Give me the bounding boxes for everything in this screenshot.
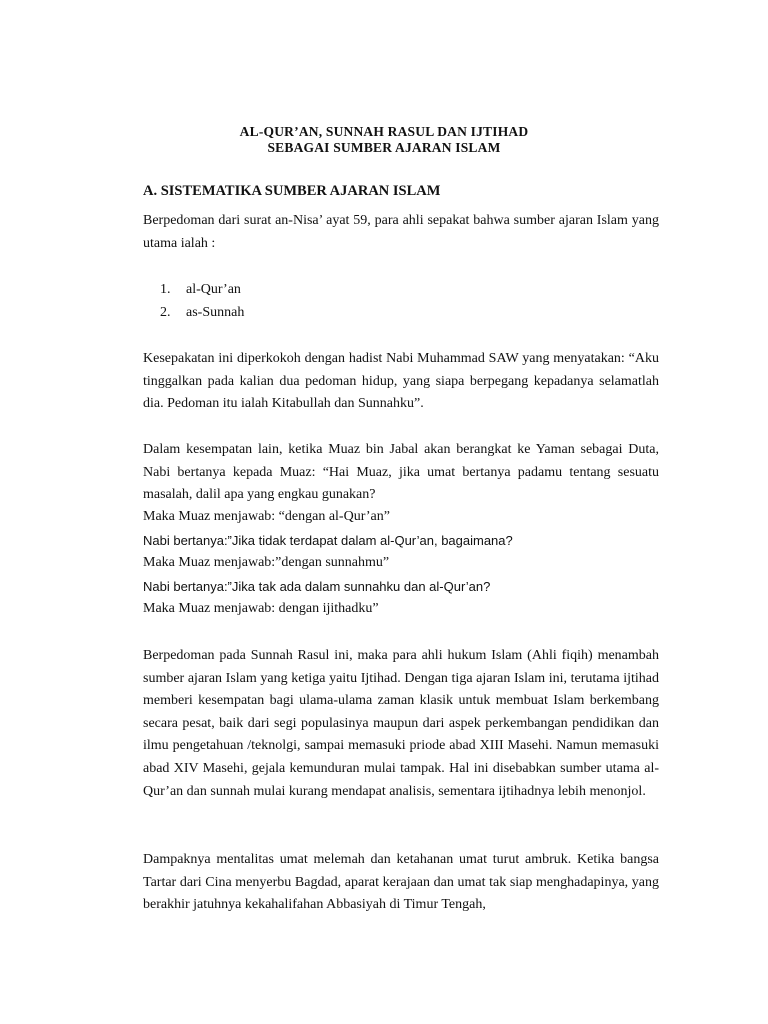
hadith-paragraph: Kesepakatan ini diperkokoh dengan hadist Nabi Muhammad SAW yang menyatakan: “Aku tinggalkan pada kalian dua pedoman hidup, yang siapa berpegang kepadanya selamatlah dia. Pedoman itu ialah Kitabullah dan Sunnahku”. xyxy=(143,351,659,412)
list-label: al-Qur’an xyxy=(186,282,241,297)
intro-paragraph: Berpedoman dari surat an-Nisa’ ayat 59, para ahli sepakat bahwa sumber ajaran Islam yang utama ialah : xyxy=(143,213,659,251)
list-number: 2. xyxy=(160,305,171,320)
consequence-paragraph: Dampaknya mentalitas umat melemah dan ketahanan umat turut ambruk. Ketika bangsa Tartar dari Cina menyerbu Bagdad, aparat kerajaan dan umat tak siap menghadapinya, yang berakhir jatuhnya kekahalifahan Abbasiyah di Timur Tengah, xyxy=(143,852,659,913)
list-item xyxy=(160,305,244,321)
ijtihad-paragraph: Berpedoman pada Sunnah Rasul ini, maka para ahli hukum Islam (Ahli fiqih) menambah sumber ajaran Islam yang ketiga yaitu Ijtihad. Dengan tiga ajaran Islam ini, terutama ijtihad memberi kesempatan bagi ulama-ulama zaman klasik untuk membuat Islam berkembang secara pesat, baik dari segi populasinya maupun dari aspek perkembangan pendidikan dan ilmu pengetahuan /teknolgi, sampai memasuki priode abad XIII Masehi. Namun memasuki abad XIV Masehi, gejala kemunduran mulai tampak. Hal ini disebabkan sumber utama al-Qur’an dan sunnah mulai kurang mendapat analisis, sementara ijtihadnya lebih menonjol. xyxy=(143,648,659,799)
muaz-paragraph: Dalam kesempatan lain, ketika Muaz bin Jabal akan berangkat ke Yaman sebagai Duta, Nabi bertanya kepada Muaz: “Hai Muaz, jika umat bertanya padamu tentang sesuatu masalah, dalil apa yang engkau gunakan? xyxy=(143,442,659,503)
section-heading: A. SISTEMATIKA SUMBER AJARAN ISLAM xyxy=(143,183,441,199)
dialog-line: Maka Muaz menjawab: dengan ijithadku” xyxy=(143,601,379,616)
dialog-line: Maka Muaz menjawab:”dengan sunnahmu” xyxy=(143,555,390,570)
dialog-line: Maka Muaz menjawab: “dengan al-Qur’an” xyxy=(143,509,390,524)
list-item xyxy=(160,282,241,298)
document-title-line-1: AL-QUR’AN, SUNNAH RASUL DAN IJTIHAD xyxy=(239,124,529,139)
list-number: 1. xyxy=(160,282,171,297)
dialog-line: Nabi bertanya:”Jika tak ada dalam sunnahku dan al-Qur’an? xyxy=(143,579,491,594)
document-title-line-2: SEBAGAI SUMBER AJARAN ISLAM xyxy=(267,140,501,155)
list-label: as-Sunnah xyxy=(186,305,245,320)
dialog-line: Nabi bertanya:”Jika tidak terdapat dalam al-Qur’an, bagaimana? xyxy=(143,533,513,548)
